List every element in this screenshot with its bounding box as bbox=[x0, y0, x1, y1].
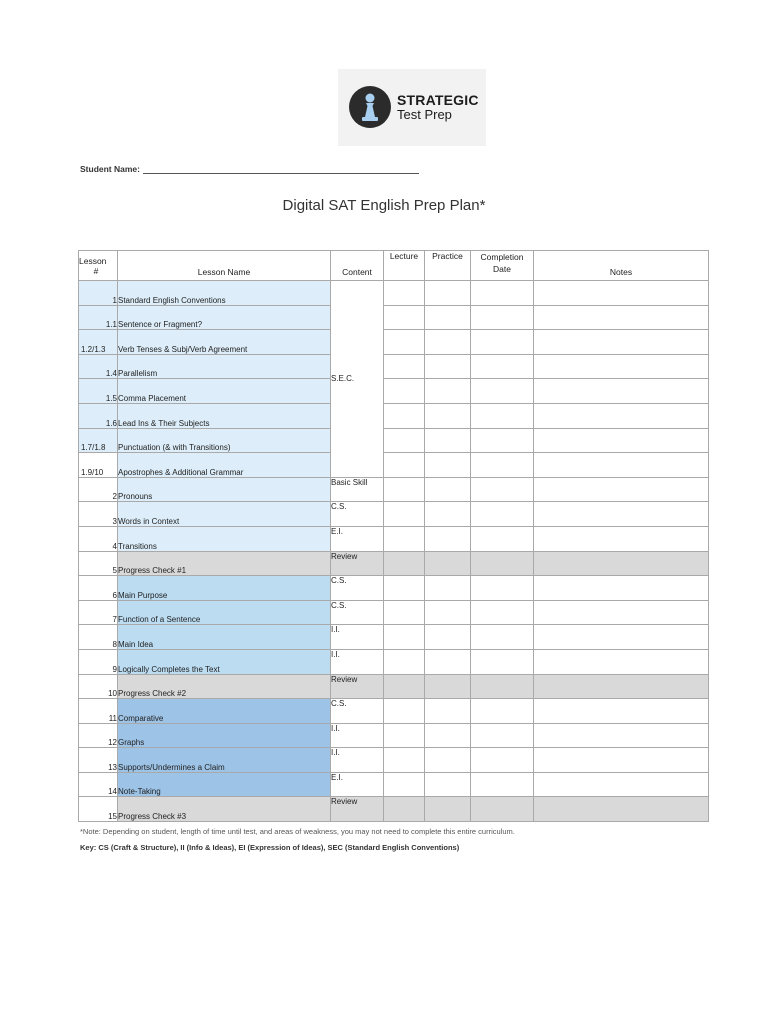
lesson-name: Sentence or Fragment? bbox=[118, 305, 331, 330]
lesson-number: 1.5 bbox=[79, 379, 118, 404]
lesson-name: Words in Context bbox=[118, 502, 331, 527]
lecture-cell[interactable] bbox=[384, 600, 425, 625]
lesson-number: 1 bbox=[79, 281, 118, 306]
lecture-cell[interactable] bbox=[384, 477, 425, 502]
practice-cell[interactable] bbox=[425, 281, 471, 306]
table-row bbox=[79, 772, 709, 797]
practice-cell[interactable] bbox=[425, 379, 471, 404]
practice-cell[interactable] bbox=[425, 551, 471, 576]
completion-date-cell[interactable] bbox=[471, 379, 534, 404]
table-row bbox=[79, 748, 709, 773]
notes-cell[interactable] bbox=[534, 551, 709, 576]
brand-name-line2: Test Prep bbox=[397, 107, 452, 122]
lesson-name: Comparative bbox=[118, 699, 331, 724]
practice-cell[interactable] bbox=[425, 797, 471, 822]
curriculum-footnote: *Note: Depending on student, length of time until test, and areas of weakness, you may not need to complete this entire curriculum. bbox=[80, 827, 515, 836]
lesson-number: 7 bbox=[79, 600, 118, 625]
lecture-cell[interactable] bbox=[384, 797, 425, 822]
table-row bbox=[79, 305, 709, 330]
lesson-name: Pronouns bbox=[118, 477, 331, 502]
practice-cell[interactable] bbox=[425, 330, 471, 355]
content-category: C.S. bbox=[331, 699, 384, 724]
notes-cell[interactable] bbox=[534, 502, 709, 527]
notes-cell[interactable] bbox=[534, 281, 709, 306]
practice-cell[interactable] bbox=[425, 477, 471, 502]
lesson-name: Main Idea bbox=[118, 625, 331, 650]
lesson-name: Progress Check #3 bbox=[118, 797, 331, 822]
lecture-cell[interactable] bbox=[384, 403, 425, 428]
lecture-cell[interactable] bbox=[384, 379, 425, 404]
table-header-row bbox=[79, 251, 709, 281]
lesson-name: Function of a Sentence bbox=[118, 600, 331, 625]
practice-cell[interactable] bbox=[425, 403, 471, 428]
completion-date-cell[interactable] bbox=[471, 477, 534, 502]
practice-cell[interactable] bbox=[425, 305, 471, 330]
table-row bbox=[79, 281, 709, 306]
lesson-name: Logically Completes the Text bbox=[118, 649, 331, 674]
notes-cell[interactable] bbox=[534, 600, 709, 625]
practice-cell[interactable] bbox=[425, 748, 471, 773]
notes-cell[interactable] bbox=[534, 379, 709, 404]
lesson-number: 15 bbox=[79, 797, 118, 822]
lecture-cell[interactable] bbox=[384, 330, 425, 355]
lesson-number: 13 bbox=[79, 748, 118, 773]
col-practice: Practice bbox=[425, 251, 471, 281]
content-category: C.S. bbox=[331, 576, 384, 601]
lesson-number: 11 bbox=[79, 699, 118, 724]
lesson-number: 14 bbox=[79, 772, 118, 797]
notes-cell[interactable] bbox=[534, 576, 709, 601]
practice-cell[interactable] bbox=[425, 723, 471, 748]
lecture-cell[interactable] bbox=[384, 281, 425, 306]
completion-date-cell[interactable] bbox=[471, 354, 534, 379]
page-title: Digital SAT English Prep Plan* bbox=[282, 197, 486, 214]
lecture-cell[interactable] bbox=[384, 453, 425, 478]
content-category: E.I. bbox=[331, 526, 384, 551]
lecture-cell[interactable] bbox=[384, 625, 425, 650]
completion-date-cell[interactable] bbox=[471, 723, 534, 748]
lesson-name: Main Purpose bbox=[118, 576, 331, 601]
lesson-number: 1.1 bbox=[79, 305, 118, 330]
notes-cell[interactable] bbox=[534, 354, 709, 379]
lesson-number: 1.2/1.3 bbox=[79, 330, 118, 355]
lecture-cell[interactable] bbox=[384, 305, 425, 330]
lesson-number: 5 bbox=[79, 551, 118, 576]
lecture-cell[interactable] bbox=[384, 649, 425, 674]
lesson-name: Progress Check #1 bbox=[118, 551, 331, 576]
lesson-number: 3 bbox=[79, 502, 118, 527]
practice-cell[interactable] bbox=[425, 453, 471, 478]
practice-cell[interactable] bbox=[425, 428, 471, 453]
table-row bbox=[79, 354, 709, 379]
practice-cell[interactable] bbox=[425, 600, 471, 625]
table-row bbox=[79, 379, 709, 404]
completion-date-cell[interactable] bbox=[471, 403, 534, 428]
col-lecture: Lecture bbox=[384, 251, 425, 281]
col-completion-date: Completion Date bbox=[471, 251, 534, 281]
lesson-name: Apostrophes & Additional Grammar bbox=[118, 453, 331, 478]
lesson-name: Progress Check #2 bbox=[118, 674, 331, 699]
lesson-name: Note-Taking bbox=[118, 772, 331, 797]
completion-date-cell[interactable] bbox=[471, 797, 534, 822]
lesson-number: 1.9/10 bbox=[79, 453, 118, 478]
lesson-number: 1.4 bbox=[79, 354, 118, 379]
content-category: C.S. bbox=[331, 502, 384, 527]
student-name-blank[interactable] bbox=[143, 164, 419, 174]
practice-cell[interactable] bbox=[425, 674, 471, 699]
lecture-cell[interactable] bbox=[384, 723, 425, 748]
lesson-number: 2 bbox=[79, 477, 118, 502]
table-row bbox=[79, 625, 709, 650]
completion-date-cell[interactable] bbox=[471, 428, 534, 453]
completion-date-cell[interactable] bbox=[471, 526, 534, 551]
table-row bbox=[79, 403, 709, 428]
lecture-cell[interactable] bbox=[384, 576, 425, 601]
notes-cell[interactable] bbox=[534, 305, 709, 330]
notes-cell[interactable] bbox=[534, 453, 709, 478]
notes-cell[interactable] bbox=[534, 330, 709, 355]
lecture-cell[interactable] bbox=[384, 748, 425, 773]
table-row bbox=[79, 502, 709, 527]
practice-cell[interactable] bbox=[425, 649, 471, 674]
completion-date-cell[interactable] bbox=[471, 649, 534, 674]
table-row bbox=[79, 797, 709, 822]
brand-logo bbox=[338, 69, 486, 146]
lesson-number: 1.7/1.8 bbox=[79, 428, 118, 453]
content-category: I.I. bbox=[331, 723, 384, 748]
col-content: Content bbox=[331, 251, 384, 281]
table-row bbox=[79, 699, 709, 724]
lesson-name: Comma Placement bbox=[118, 379, 331, 404]
content-category: Review bbox=[331, 797, 384, 822]
content-category: I.I. bbox=[331, 649, 384, 674]
completion-date-cell[interactable] bbox=[471, 600, 534, 625]
brand-name-line1: STRATEGIC bbox=[397, 92, 479, 108]
table-row bbox=[79, 526, 709, 551]
lesson-name: Transitions bbox=[118, 526, 331, 551]
practice-cell[interactable] bbox=[425, 502, 471, 527]
notes-cell[interactable] bbox=[534, 674, 709, 699]
lesson-number: 4 bbox=[79, 526, 118, 551]
lesson-name: Supports/Undermines a Claim bbox=[118, 748, 331, 773]
lecture-cell[interactable] bbox=[384, 674, 425, 699]
student-name-field bbox=[80, 164, 419, 174]
table-row bbox=[79, 428, 709, 453]
lesson-name: Verb Tenses & Subj/Verb Agreement bbox=[118, 330, 331, 355]
content-category: Review bbox=[331, 674, 384, 699]
lecture-cell[interactable] bbox=[384, 502, 425, 527]
chess-pawn-icon bbox=[349, 86, 391, 128]
notes-cell[interactable] bbox=[534, 403, 709, 428]
completion-date-cell[interactable] bbox=[471, 305, 534, 330]
notes-cell[interactable] bbox=[534, 772, 709, 797]
lesson-number: 6 bbox=[79, 576, 118, 601]
completion-date-cell[interactable] bbox=[471, 699, 534, 724]
lesson-name: Standard English Conventions bbox=[118, 281, 331, 306]
practice-cell[interactable] bbox=[425, 772, 471, 797]
table-row bbox=[79, 674, 709, 699]
notes-cell[interactable] bbox=[534, 797, 709, 822]
completion-date-cell[interactable] bbox=[471, 281, 534, 306]
table-row bbox=[79, 723, 709, 748]
completion-date-cell[interactable] bbox=[471, 674, 534, 699]
lesson-number: 12 bbox=[79, 723, 118, 748]
notes-cell[interactable] bbox=[534, 723, 709, 748]
lesson-name: Punctuation (& with Transitions) bbox=[118, 428, 331, 453]
content-category: I.I. bbox=[331, 625, 384, 650]
lecture-cell[interactable] bbox=[384, 526, 425, 551]
notes-cell[interactable] bbox=[534, 625, 709, 650]
lesson-number: 10 bbox=[79, 674, 118, 699]
completion-date-cell[interactable] bbox=[471, 453, 534, 478]
content-category: C.S. bbox=[331, 600, 384, 625]
lecture-cell[interactable] bbox=[384, 699, 425, 724]
content-category: I.I. bbox=[331, 748, 384, 773]
table-row bbox=[79, 477, 709, 502]
content-category: Review bbox=[331, 551, 384, 576]
notes-cell[interactable] bbox=[534, 428, 709, 453]
table-body bbox=[79, 281, 709, 822]
table-row bbox=[79, 330, 709, 355]
completion-date-cell[interactable] bbox=[471, 502, 534, 527]
content-category: S.E.C. bbox=[331, 281, 384, 478]
lesson-name: Lead Ins & Their Subjects bbox=[118, 403, 331, 428]
lesson-name: Parallelism bbox=[118, 354, 331, 379]
practice-cell[interactable] bbox=[425, 625, 471, 650]
completion-date-cell[interactable] bbox=[471, 748, 534, 773]
notes-cell[interactable] bbox=[534, 748, 709, 773]
col-lesson-name: Lesson Name bbox=[118, 251, 331, 281]
lecture-cell[interactable] bbox=[384, 428, 425, 453]
completion-date-cell[interactable] bbox=[471, 625, 534, 650]
lecture-cell[interactable] bbox=[384, 354, 425, 379]
table-row bbox=[79, 551, 709, 576]
lecture-cell[interactable] bbox=[384, 772, 425, 797]
notes-cell[interactable] bbox=[534, 649, 709, 674]
lesson-number: 1.6 bbox=[79, 403, 118, 428]
table-row bbox=[79, 453, 709, 478]
completion-date-cell[interactable] bbox=[471, 551, 534, 576]
table-row bbox=[79, 600, 709, 625]
lesson-name: Graphs bbox=[118, 723, 331, 748]
notes-cell[interactable] bbox=[534, 477, 709, 502]
lesson-number: 9 bbox=[79, 649, 118, 674]
practice-cell[interactable] bbox=[425, 576, 471, 601]
completion-date-cell[interactable] bbox=[471, 576, 534, 601]
lecture-cell[interactable] bbox=[384, 551, 425, 576]
notes-cell[interactable] bbox=[534, 526, 709, 551]
practice-cell[interactable] bbox=[425, 699, 471, 724]
notes-cell[interactable] bbox=[534, 699, 709, 724]
student-name-label: Student Name: bbox=[80, 164, 140, 174]
prep-plan-table bbox=[78, 250, 709, 822]
abbreviation-key: Key: CS (Craft & Structure), II (Info & Ideas), EI (Expression of Ideas), SEC (Standard English Conventions) bbox=[80, 843, 460, 852]
completion-date-cell[interactable] bbox=[471, 330, 534, 355]
lesson-number: 8 bbox=[79, 625, 118, 650]
completion-date-cell[interactable] bbox=[471, 772, 534, 797]
col-lesson-number: Lesson # bbox=[79, 251, 118, 281]
content-category: E.I. bbox=[331, 772, 384, 797]
table-row bbox=[79, 576, 709, 601]
table-row bbox=[79, 649, 709, 674]
col-notes: Notes bbox=[534, 251, 709, 281]
content-category: Basic Skill bbox=[331, 477, 384, 502]
practice-cell[interactable] bbox=[425, 354, 471, 379]
practice-cell[interactable] bbox=[425, 526, 471, 551]
